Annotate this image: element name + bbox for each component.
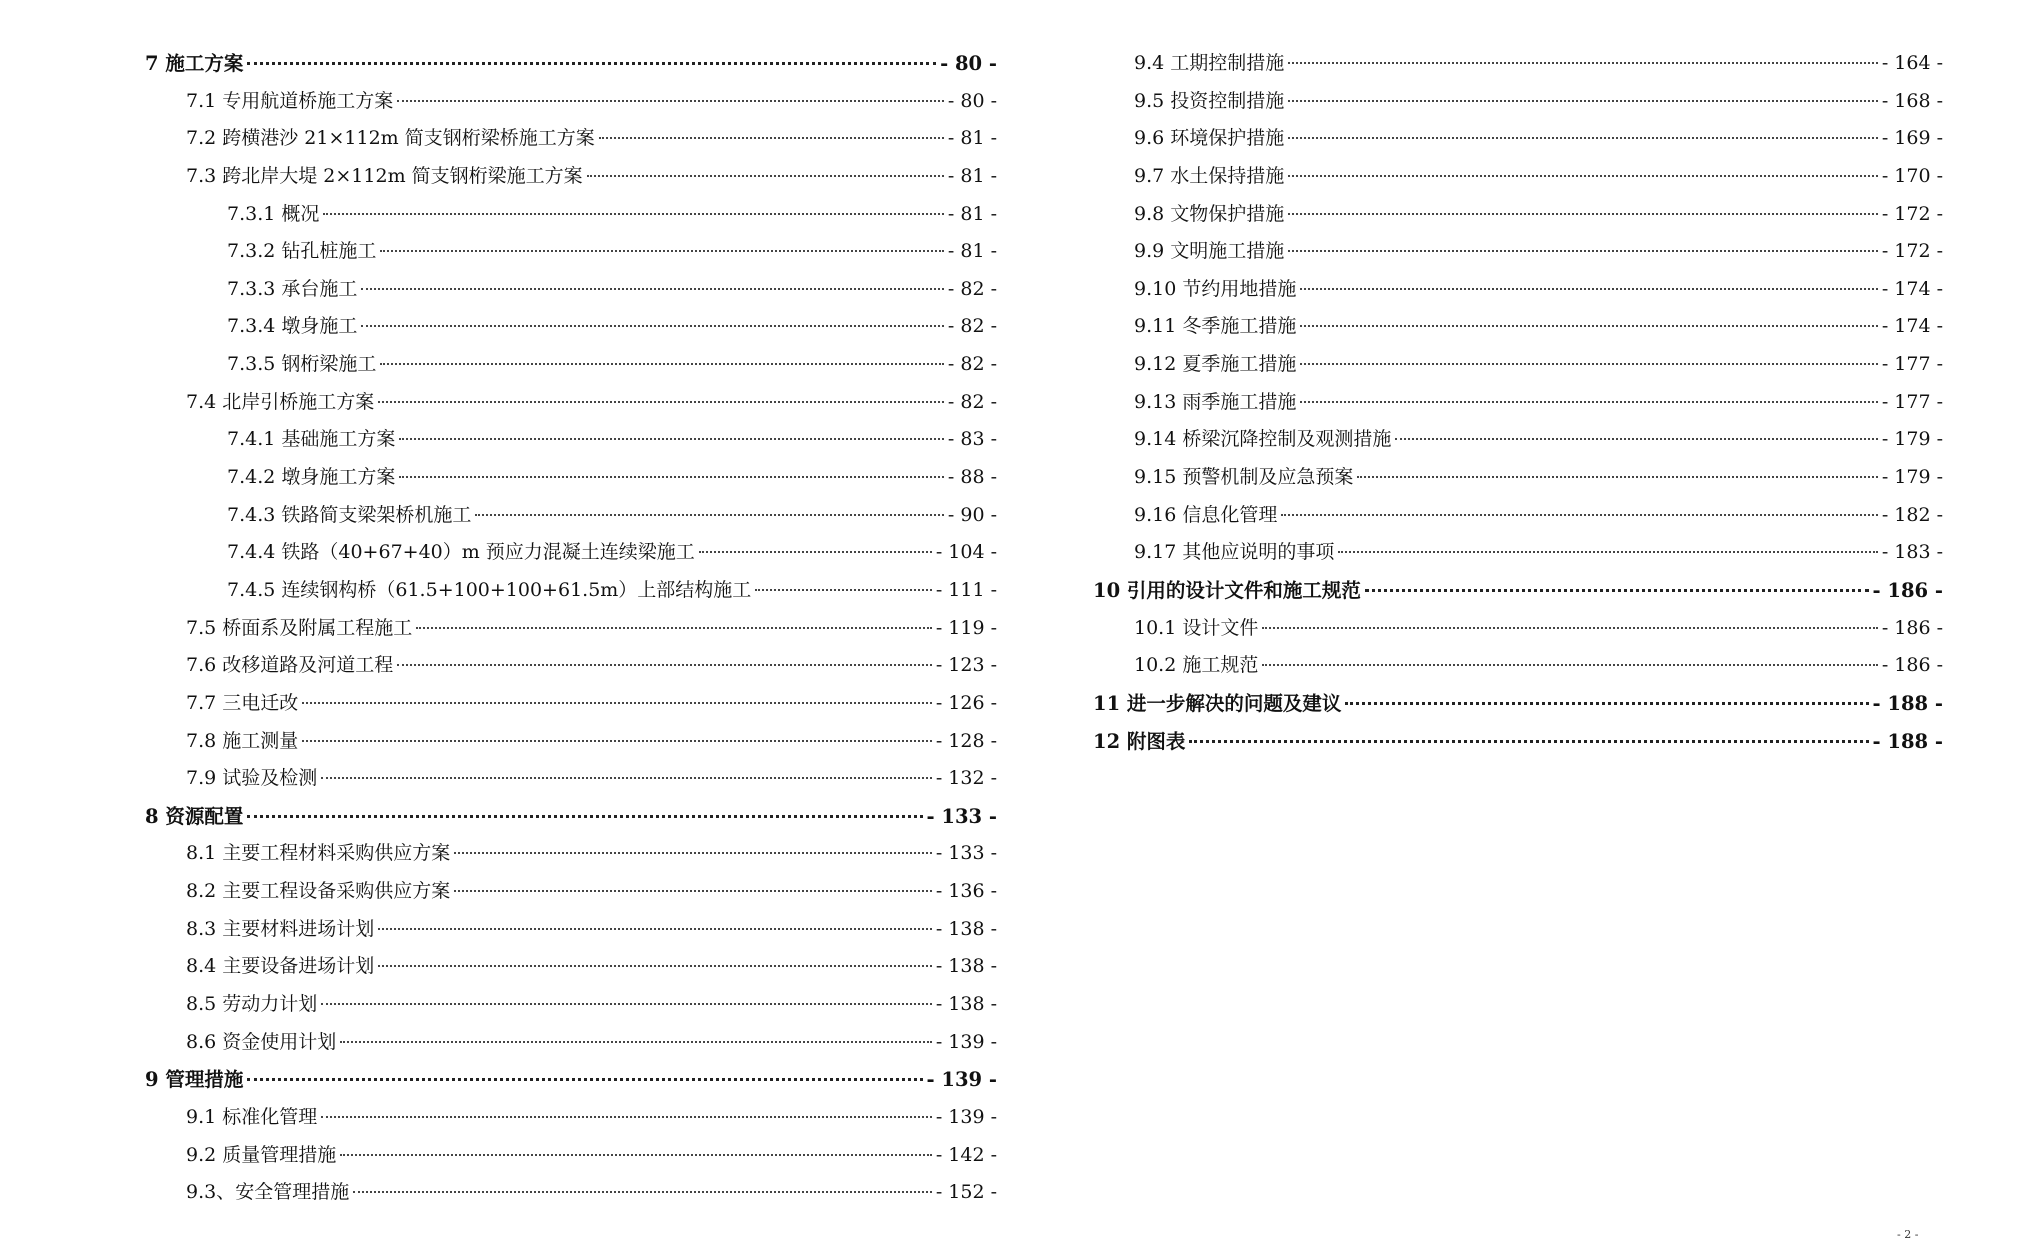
dot-leader <box>699 550 932 553</box>
toc-entry-page: - 142 - <box>935 1143 997 1166</box>
toc-entry-title: 10.1 设计文件 <box>1134 616 1259 639</box>
toc-entry-page: - 119 - <box>935 616 997 639</box>
toc-entry-page: - 152 - <box>935 1181 997 1204</box>
dot-leader <box>1345 701 1868 705</box>
toc-entry-page: - 133 - <box>926 804 997 828</box>
toc-entry-page: - 82 - <box>947 277 997 300</box>
toc-entry-page: - 80 - <box>940 52 997 75</box>
toc-entry[interactable] <box>145 723 997 761</box>
dot-leader <box>1338 550 1877 553</box>
toc-entry-page: - 179 - <box>1881 428 1943 451</box>
toc-entry-title: 11 进一步解决的问题及建议 <box>1093 691 1342 715</box>
toc-entry-title: 8.2 主要工程设备采购供应方案 <box>186 880 451 903</box>
toc-entry-page: - 81 - <box>947 202 997 225</box>
dot-leader <box>399 437 944 440</box>
toc-entry-title: 9.11 冬季施工措施 <box>1134 315 1297 338</box>
toc-entry-title: 12 附图表 <box>1093 729 1186 753</box>
toc-entry-title: 9.14 桥梁沉降控制及观测措施 <box>1134 428 1392 451</box>
toc-entry-page: - 188 - <box>1872 729 1943 753</box>
toc-entry-title: 9 管理措施 <box>145 1068 244 1092</box>
toc-entry-page: - 183 - <box>1881 541 1943 564</box>
toc-entry-title: 9.13 雨季施工措施 <box>1134 390 1297 413</box>
dot-leader <box>340 1153 932 1156</box>
dot-leader <box>1288 61 1878 64</box>
toc-entry-title: 8.6 资金使用计划 <box>186 1030 337 1053</box>
toc-entry-title: 9.6 环境保护措施 <box>1134 127 1285 150</box>
dot-leader <box>302 701 932 704</box>
toc-entry-title: 7.3.2 钻孔桩施工 <box>227 240 377 263</box>
toc-entry-page: - 83 - <box>947 428 997 451</box>
toc-entry[interactable] <box>145 1174 997 1212</box>
toc-entry-title: 10 引用的设计文件和施工规范 <box>1093 578 1361 602</box>
toc-entry-title: 7.3.4 墩身施工 <box>227 315 358 338</box>
dot-leader <box>1300 324 1877 327</box>
toc-entry-title: 9.5 投资控制措施 <box>1134 89 1285 112</box>
toc-entry-page: - 172 - <box>1881 202 1943 225</box>
toc-entry-title: 8 资源配置 <box>145 804 244 828</box>
dot-leader <box>599 136 944 139</box>
toc-entry-page: - 186 - <box>1872 578 1943 602</box>
dot-leader <box>475 513 944 516</box>
dot-leader <box>378 400 944 403</box>
dot-leader <box>340 1040 932 1043</box>
toc-entry[interactable] <box>1093 384 1943 422</box>
toc-entry-title: 7.4.3 铁路简支梁架桥机施工 <box>227 503 472 526</box>
toc-entry-title: 7.2 跨横港沙 21×112m 简支钢桁梁桥施工方案 <box>186 127 595 150</box>
toc-entry[interactable] <box>145 534 997 572</box>
toc-entry[interactable] <box>145 271 997 309</box>
toc-entry[interactable] <box>1093 308 1943 346</box>
toc-entry-page: - 81 - <box>947 164 997 187</box>
toc-entry-title: 9.2 质量管理措施 <box>186 1143 337 1166</box>
toc-entry-title: 7.5 桥面系及附属工程施工 <box>186 616 413 639</box>
toc-entry[interactable] <box>1093 685 1943 723</box>
dot-leader <box>247 814 922 818</box>
toc-entry-page: - 179 - <box>1881 466 1943 489</box>
toc-entry-page: - 182 - <box>1881 503 1943 526</box>
toc-entry-page: - 82 - <box>947 353 997 376</box>
dot-leader <box>1288 136 1878 139</box>
toc-entry-title: 9.4 工期控制措施 <box>1134 52 1285 74</box>
toc-entry[interactable] <box>145 873 997 911</box>
toc-entry-page: - 174 - <box>1881 315 1943 338</box>
dot-leader <box>380 362 944 365</box>
toc-entry-title: 9.3、安全管理措施 <box>186 1181 350 1204</box>
toc-entry-title: 9.7 水土保持措施 <box>1134 164 1285 187</box>
dot-leader <box>755 588 932 591</box>
toc-entry[interactable] <box>145 572 997 610</box>
toc-entry-page: - 126 - <box>935 691 997 714</box>
toc-entry-page: - 82 - <box>947 390 997 413</box>
toc-entry-page: - 81 - <box>947 127 997 150</box>
toc-entry-title: 7.8 施工测量 <box>186 729 299 752</box>
toc-entry-title: 7.4.2 墩身施工方案 <box>227 466 396 489</box>
toc-entry-page: - 139 - <box>935 1030 997 1053</box>
toc-entry[interactable] <box>145 685 997 723</box>
dot-leader <box>1262 626 1877 629</box>
toc-entry[interactable] <box>145 158 997 196</box>
toc-entry-page: - 81 - <box>947 240 997 263</box>
toc-entry-page: - 168 - <box>1881 89 1943 112</box>
toc-entry[interactable] <box>145 911 997 949</box>
dot-leader <box>1300 400 1877 403</box>
toc-entry-page: - 177 - <box>1881 390 1943 413</box>
toc-entry[interactable] <box>145 647 997 685</box>
toc-entry-page: - 186 - <box>1881 654 1943 677</box>
toc-entry[interactable] <box>1093 83 1943 121</box>
toc-entry[interactable] <box>145 1024 997 1062</box>
toc-entry[interactable] <box>145 346 997 384</box>
dot-leader <box>1288 174 1878 177</box>
toc-entry-page: - 88 - <box>947 466 997 489</box>
toc-entry[interactable] <box>145 384 997 422</box>
dot-leader <box>361 324 944 327</box>
toc-entry-title: 7.4.5 连续钢构桥（61.5+100+100+61.5m）上部结构施工 <box>227 578 752 601</box>
toc-entry[interactable] <box>145 986 997 1024</box>
toc-entry-page: - 111 - <box>935 578 997 601</box>
toc-entry[interactable] <box>1093 459 1943 497</box>
toc-entry-title: 9.17 其他应说明的事项 <box>1134 541 1335 564</box>
dot-leader <box>380 249 944 252</box>
toc-entry-page: - 170 - <box>1881 164 1943 187</box>
toc-entry-title: 7.6 改移道路及河道工程 <box>186 654 394 677</box>
dot-leader <box>1288 99 1878 102</box>
toc-entry-page: - 139 - <box>935 1105 997 1128</box>
toc-entry-title: 7.4.1 基础施工方案 <box>227 428 396 451</box>
toc-entry-page: - 186 - <box>1881 616 1943 639</box>
toc-entry-title: 9.16 信息化管理 <box>1134 503 1278 526</box>
toc-entry[interactable] <box>145 45 997 83</box>
toc-entry-title: 9.1 标准化管理 <box>186 1105 318 1128</box>
dot-leader <box>397 663 932 666</box>
dot-leader <box>397 99 944 102</box>
dot-leader <box>1395 437 1877 440</box>
toc-entry-title: 7.7 三电迁改 <box>186 691 299 714</box>
toc-entry[interactable] <box>145 459 997 497</box>
dot-leader <box>1300 362 1877 365</box>
toc-entry-title: 7.3.1 概况 <box>227 202 320 225</box>
toc-entry-page: - 177 - <box>1881 353 1943 376</box>
toc-entry-page: - 138 - <box>935 917 997 940</box>
dot-leader <box>321 776 932 779</box>
toc-entry-page: - 188 - <box>1872 691 1943 715</box>
toc-entry[interactable] <box>145 421 997 459</box>
toc-entry[interactable] <box>145 120 997 158</box>
toc-entry-title: 7.4.4 铁路（40+67+40）m 预应力混凝土连续梁施工 <box>227 541 695 564</box>
toc-entry-page: - 133 - <box>935 842 997 865</box>
dot-leader <box>361 287 944 290</box>
toc-entry[interactable] <box>145 233 997 271</box>
toc-entry[interactable] <box>1093 158 1943 196</box>
toc-entry[interactable] <box>145 1099 997 1137</box>
toc-entry-title: 7.9 试验及检测 <box>186 767 318 790</box>
toc-entry[interactable] <box>145 1061 997 1099</box>
toc-entry-title: 9.15 预警机制及应急预案 <box>1134 466 1354 489</box>
dot-leader <box>1300 287 1877 290</box>
toc-entry-title: 7.3 跨北岸大堤 2×112m 简支钢桁梁施工方案 <box>186 164 583 187</box>
toc-entry-page: - 172 - <box>1881 240 1943 263</box>
toc-entry-title: 8.1 主要工程材料采购供应方案 <box>186 842 451 865</box>
toc-entry-title: 8.3 主要材料进场计划 <box>186 917 375 940</box>
toc-entry[interactable] <box>1093 572 1943 610</box>
toc-entry[interactable] <box>145 798 997 836</box>
toc-entry-page: - 82 - <box>947 315 997 338</box>
toc-entry[interactable] <box>1093 271 1943 309</box>
dot-leader <box>399 475 944 478</box>
toc-entry[interactable] <box>1093 233 1943 271</box>
dot-leader <box>454 889 932 892</box>
toc-entry[interactable] <box>145 610 997 648</box>
dot-leader <box>353 1190 932 1193</box>
toc-entry-page: - 169 - <box>1881 127 1943 150</box>
toc-entry[interactable] <box>145 1137 997 1175</box>
dot-leader <box>321 1115 932 1118</box>
dot-leader <box>323 212 944 215</box>
toc-entry[interactable] <box>145 948 997 986</box>
toc-entry-title: 7.1 专用航道桥施工方案 <box>186 89 394 112</box>
toc-entry[interactable] <box>145 497 997 535</box>
dot-leader <box>247 61 936 65</box>
toc-entry[interactable] <box>1093 120 1943 158</box>
toc-entry-title: 9.8 文物保护措施 <box>1134 202 1285 225</box>
dot-leader <box>302 739 932 742</box>
toc-entry-page: - 138 - <box>935 955 997 978</box>
toc-entry-page: - 104 - <box>935 541 997 564</box>
toc-entry-title: 8.4 主要设备进场计划 <box>186 955 375 978</box>
toc-entry[interactable] <box>1093 196 1943 234</box>
toc-entry[interactable] <box>1093 497 1943 535</box>
dot-leader <box>454 851 932 854</box>
toc-left-column <box>145 45 997 1212</box>
toc-entry-title: 7.3.3 承台施工 <box>227 277 358 300</box>
toc-entry-page: - 136 - <box>935 880 997 903</box>
toc-entry-page: - 90 - <box>947 503 997 526</box>
toc-entry[interactable] <box>145 760 997 798</box>
toc-entry-title: 8.5 劳动力计划 <box>186 993 318 1016</box>
dot-leader <box>1262 663 1877 666</box>
toc-entry[interactable] <box>1093 421 1943 459</box>
toc-entry-page: - 164 - <box>1881 52 1943 74</box>
dot-leader <box>247 1077 922 1081</box>
toc-entry-title: 7.4 北岸引桥施工方案 <box>186 390 375 413</box>
dot-leader <box>416 626 932 629</box>
dot-leader <box>1288 249 1878 252</box>
toc-entry-title: 9.10 节约用地措施 <box>1134 277 1297 300</box>
toc-entry-page: - 138 - <box>935 993 997 1016</box>
dot-leader <box>378 927 932 930</box>
dot-leader <box>1281 513 1877 516</box>
toc-entry-page: - 123 - <box>935 654 997 677</box>
toc-entry-title: 10.2 施工规范 <box>1134 654 1259 677</box>
toc-entry[interactable] <box>1093 647 1943 685</box>
dot-leader <box>321 1002 932 1005</box>
toc-entry-page: - 174 - <box>1881 277 1943 300</box>
toc-entry[interactable] <box>1093 534 1943 572</box>
toc-entry[interactable] <box>145 308 997 346</box>
dot-leader <box>378 964 932 967</box>
toc-entry-page: - 128 - <box>935 729 997 752</box>
toc-entry-page: - 80 - <box>947 89 997 112</box>
toc-entry[interactable] <box>1093 346 1943 384</box>
dot-leader <box>587 174 944 177</box>
toc-entry-title: 9.12 夏季施工措施 <box>1134 353 1297 376</box>
dot-leader <box>1365 588 1869 592</box>
toc-entry-page: - 139 - <box>926 1068 997 1092</box>
page-number: - 2 - <box>1897 1228 1919 1241</box>
toc-entry[interactable] <box>1093 610 1943 648</box>
dot-leader <box>1189 739 1868 743</box>
toc-entry[interactable] <box>145 835 997 873</box>
dot-leader <box>1357 475 1877 478</box>
toc-entry[interactable] <box>1093 45 1943 83</box>
toc-right-column <box>1093 45 1943 760</box>
toc-entry[interactable] <box>145 83 997 121</box>
toc-entry-title: 9.9 文明施工措施 <box>1134 240 1285 263</box>
toc-entry[interactable] <box>1093 723 1943 761</box>
dot-leader <box>1288 212 1878 215</box>
toc-entry-title: 7.3.5 钢桁梁施工 <box>227 353 377 376</box>
toc-entry-title: 7 施工方案 <box>145 52 244 75</box>
toc-entry[interactable] <box>145 196 997 234</box>
toc-entry-page: - 132 - <box>935 767 997 790</box>
